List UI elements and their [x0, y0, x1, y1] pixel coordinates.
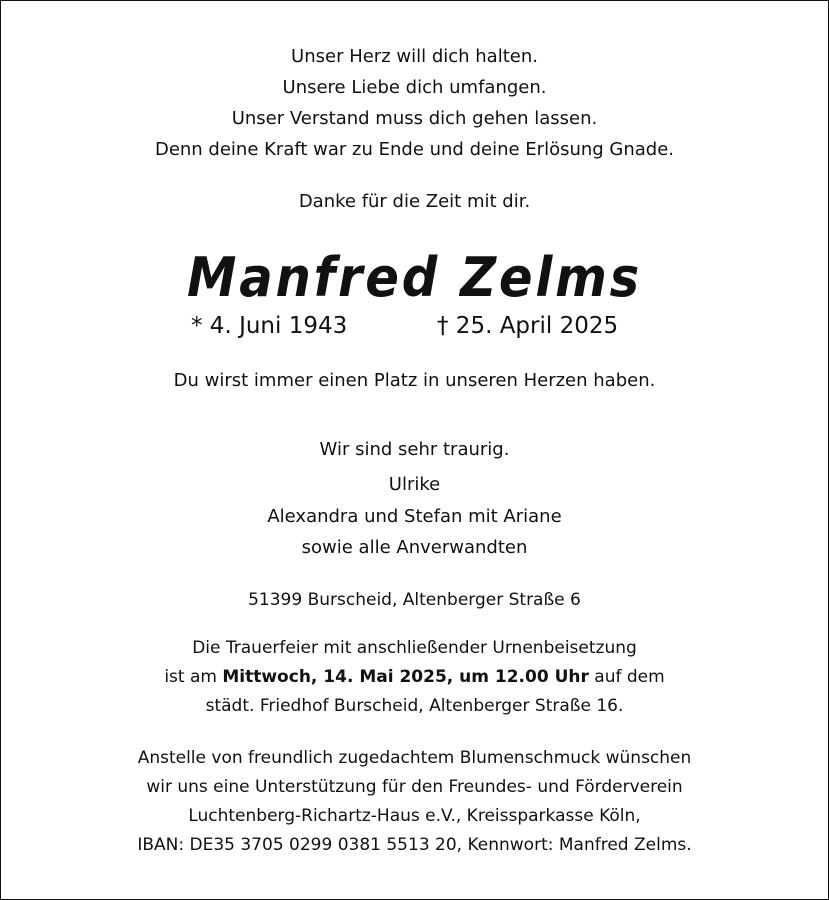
donation-line-3: Luchtenberg-Richartz-Haus e.V., Kreissparkasse Köln,: [188, 806, 641, 826]
thanks-line: Danke für die Zeit mit dir.: [298, 191, 531, 212]
funeral-line-3: städt. Friedhof Burscheid, Altenberger Straße 16.: [205, 696, 624, 716]
funeral-line-1: Die Trauerfeier mit anschließender Urnenbeisetzung: [192, 638, 637, 658]
funeral-line-2-prefix: ist am: [164, 667, 223, 687]
poem-line-4: Denn deine Kraft war zu Ende und deine Erlösung Gnade.: [154, 139, 675, 160]
funeral-line-2-suffix: auf dem: [588, 667, 665, 687]
mourner-line-1: Ulrike: [388, 474, 441, 495]
poem-line-1: Unser Herz will dich halten.: [291, 46, 538, 67]
birth-date: * 4. Juni 1943: [191, 313, 348, 339]
donation-line-2: wir uns eine Unterstützung für den Freundes- und Förderverein: [146, 777, 683, 797]
remembrance-message: Du wirst immer einen Platz in unseren Herzen haben.: [173, 370, 656, 391]
family-address: 51399 Burscheid, Altenberger Straße 6: [248, 590, 581, 610]
poem-line-2: Unsere Liebe dich umfangen.: [282, 77, 547, 98]
donation-line-1: Anstelle von freundlich zugedachtem Blumenschmuck wünschen: [137, 748, 692, 768]
funeral-date-time: Mittwoch, 14. Mai 2025, um 12.00 Uhr: [222, 667, 589, 687]
mourner-line-2: Alexandra und Stefan mit Ariane: [267, 506, 562, 527]
death-date: † 25. April 2025: [437, 313, 619, 339]
funeral-line-2: [0, 665, 829, 689]
mourner-line-3: sowie alle Anverwandten: [301, 537, 528, 558]
donation-line-4: IBAN: DE35 3705 0299 0381 5513 20, Kennwort: Manfred Zelms.: [137, 835, 692, 855]
deceased-name: Manfred Zelms: [187, 246, 642, 309]
sadness-line: Wir sind sehr traurig.: [319, 439, 510, 460]
poem-line-3: Unser Verstand muss dich gehen lassen.: [231, 108, 598, 129]
